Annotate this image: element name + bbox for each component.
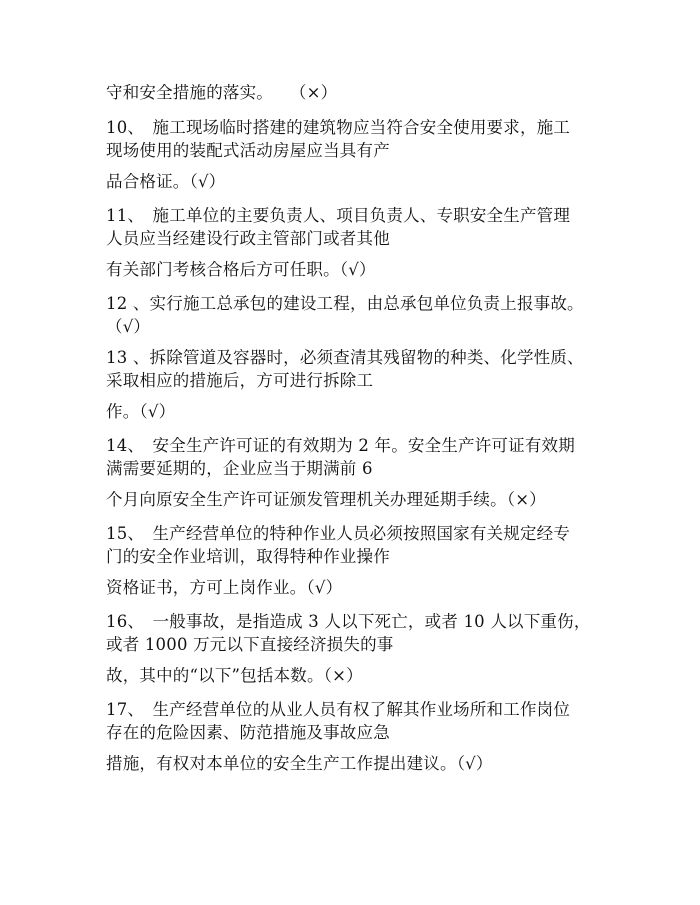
text-line-7: 有关部门考核合格后方可任职。（√） [106, 260, 376, 279]
text-line-3: 现场使用的装配式活动房屋应当具有产 [106, 141, 390, 160]
text-line-10: 13 、拆除管道及容器时，必须查清其残留物的种类、化学性质、 [106, 348, 584, 367]
text-line-4: 品合格证。（√） [106, 172, 226, 191]
text-line-24: 措施，有权对本单位的安全生产工作提出建议。（√） [106, 754, 493, 773]
text-line-13: 14、 安全生产许可证的有效期为 2 年。安全生产许可证有效期 [106, 436, 575, 455]
text-line-14: 满需要延期的，企业应当于期满前 6 [106, 459, 373, 478]
text-line-2: 10、 施工现场临时搭建的建筑物应当符合安全使用要求，施工 [106, 118, 571, 137]
text-line-18: 资格证书，方可上岗作业。（√） [106, 578, 343, 597]
text-line-12: 作。（√） [106, 402, 176, 421]
text-line-9: （√） [106, 317, 151, 336]
text-line-21: 故，其中的“以下”包括本数。（×） [106, 666, 363, 685]
text-line-16: 15、 生产经营单位的特种作业人员必须按照国家有关规定经专 [106, 524, 571, 543]
text-line-6: 人员应当经建设行政主管部门或者其他 [106, 229, 390, 248]
text-line-8: 12 、实行施工总承包的建设工程，由总承包单位负责上报事故。 [106, 294, 584, 313]
text-line-20: 或者 1000 万元以下直接经济损失的事 [106, 635, 394, 654]
text-line-19: 16、 一般事故，是指造成 3 人以下死亡，或者 10 人以下重伤， [106, 612, 591, 631]
text-line-15: 个月向原安全生产许可证颁发管理机关办理延期手续。（×） [106, 490, 546, 509]
text-line-5: 11、 施工单位的主要负责人、项目负责人、专职安全生产管理 [106, 206, 571, 225]
text-line-23: 存在的危险因素、防范措施及事故应急 [106, 723, 390, 742]
text-line-22: 17、 生产经营单位的从业人员有权了解其作业场所和工作岗位 [106, 700, 571, 719]
text-line-11: 采取相应的措施后，方可进行拆除工 [106, 371, 374, 390]
text-line-1: 守和安全措施的落实。 （×） [106, 83, 338, 102]
text-line-17: 门的安全作业培训，取得特种作业操作 [106, 547, 390, 566]
